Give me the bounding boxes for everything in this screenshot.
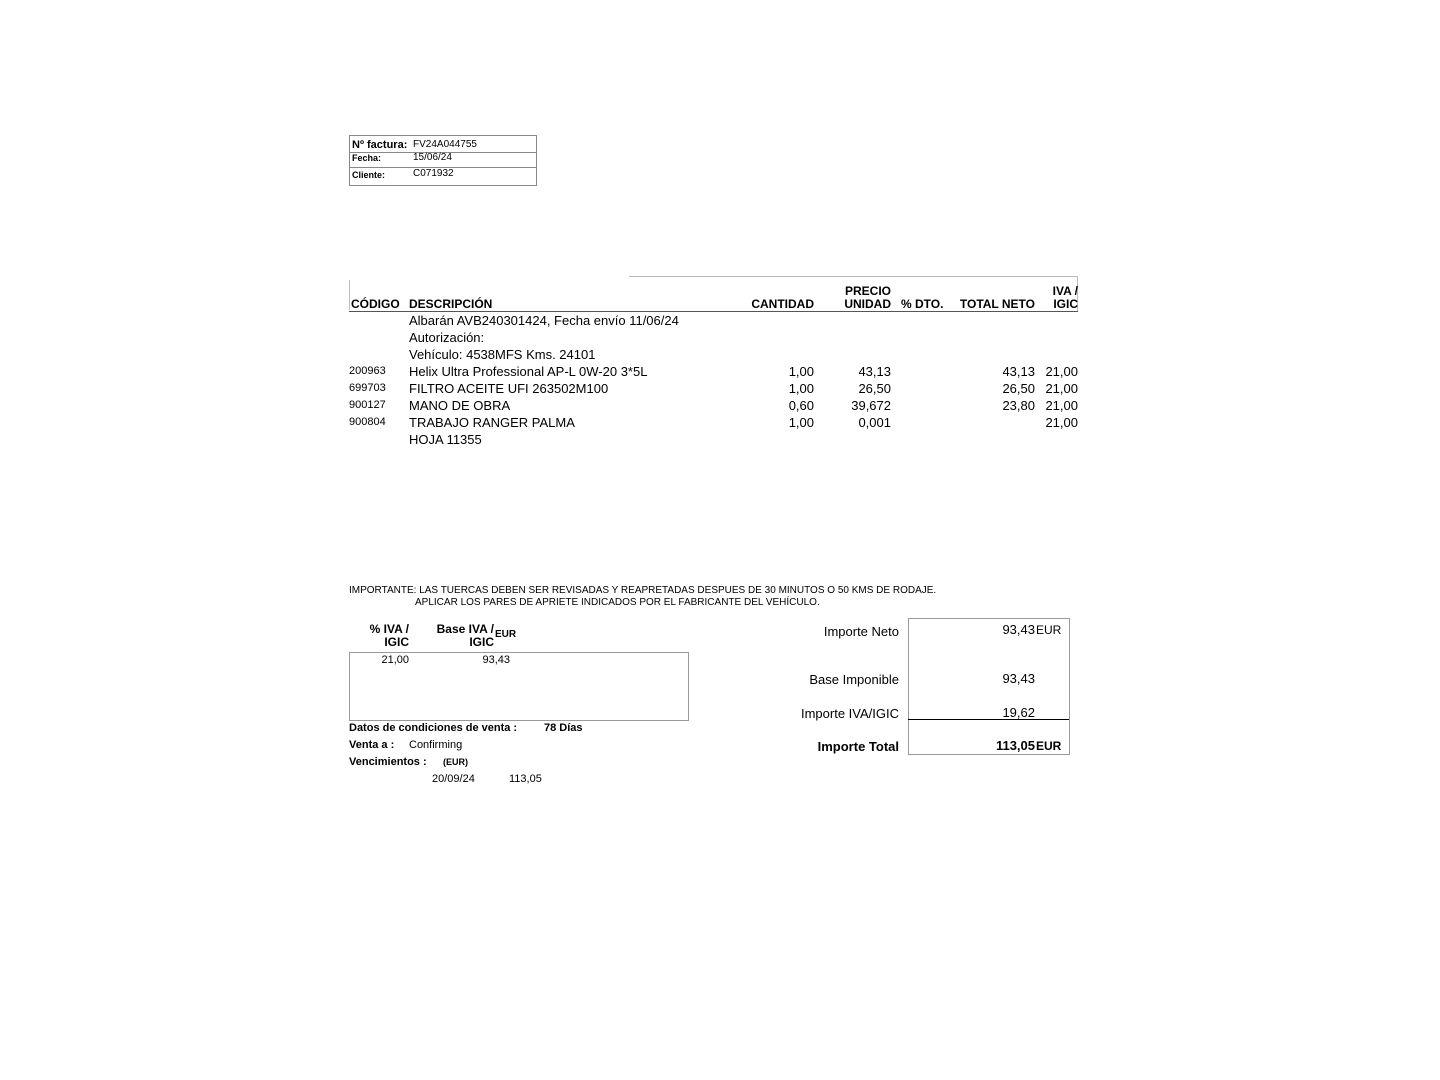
totals-box xyxy=(908,618,1070,755)
header-vat-line1: IVA / xyxy=(1052,284,1078,298)
invoice-number-row xyxy=(350,136,536,153)
net-amount-label: Importe Neto xyxy=(823,624,899,639)
row-quantity: 0,60 xyxy=(788,398,814,413)
total-amount-value: 113,05 xyxy=(995,738,1035,753)
invoice-date-value: 15/06/24 xyxy=(413,152,452,163)
row-description: Helix Ultra Professional AP-L 0W-20 3*5L xyxy=(409,364,648,379)
vat-amount-label: Importe IVA/IGIC xyxy=(800,706,899,721)
row-description: FILTRO ACEITE UFI 263502M100 xyxy=(409,381,609,396)
vat-base-value: 93,43 xyxy=(482,654,510,666)
note-line: Vehículo: 4538MFS Kms. 24101 xyxy=(409,347,596,362)
header-vat-line2: IGIC xyxy=(1053,297,1078,311)
header-code: CÓDIGO xyxy=(351,297,400,311)
invoice-date-row xyxy=(350,152,536,168)
row-unit-price: 43,13 xyxy=(858,364,891,379)
net-amount-currency: EUR xyxy=(1036,623,1062,637)
row-vat: 21,00 xyxy=(1045,398,1078,413)
note-line: Autorización: xyxy=(409,330,485,345)
header-top-rule xyxy=(629,276,1077,277)
extra-line: HOJA 11355 xyxy=(409,432,482,447)
notice-line2: APLICAR LOS PARES DE APRIETE INDICADOS POR EL FABRICANTE DEL VEHÍCULO. xyxy=(415,597,820,608)
conditions-value: 78 Días xyxy=(544,722,583,734)
sale-to-label: Venta a : xyxy=(349,739,395,751)
row-net-total: 26,50 xyxy=(1002,381,1035,396)
invoice-client-label: Cliente: xyxy=(352,170,386,180)
row-code: 900127 xyxy=(349,399,386,411)
invoice-client-row xyxy=(350,167,536,185)
vat-base-header-line2: IGIC xyxy=(469,635,494,649)
due-date: 20/09/24 xyxy=(432,773,475,785)
header-net-total: TOTAL NETO xyxy=(959,297,1035,311)
invoice-info-box xyxy=(349,135,537,186)
due-amount: 113,05 xyxy=(509,773,542,785)
row-vat: 21,00 xyxy=(1045,364,1078,379)
notice-line1: IMPORTANTE: LAS TUERCAS DEBEN SER REVISADAS Y REAPRETADAS DESPUES DE 30 MINUTOS O 50 KMS DE RODAJE. xyxy=(349,585,937,596)
header-unit-price-line1: PRECIO xyxy=(844,284,891,298)
vat-base-header-line1: Base IVA / xyxy=(436,622,494,636)
vat-rate-value: 21,00 xyxy=(381,654,409,666)
row-quantity: 1,00 xyxy=(788,415,814,430)
row-code: 699703 xyxy=(349,382,386,394)
row-quantity: 1,00 xyxy=(788,381,814,396)
invoice-number-label: Nº factura: xyxy=(352,139,408,151)
row-unit-price: 0,001 xyxy=(858,415,891,430)
row-net-total: 23,80 xyxy=(1002,398,1035,413)
net-amount-value: 93,43 xyxy=(1002,622,1035,637)
sale-to-value: Confirming xyxy=(409,739,463,751)
header-left-border xyxy=(349,280,350,310)
total-amount-label: Importe Total xyxy=(817,739,899,754)
row-vat: 21,00 xyxy=(1045,381,1078,396)
note-line: Albarán AVB240301424, Fecha envío 11/06/24 xyxy=(409,313,679,328)
row-vat: 21,00 xyxy=(1045,415,1078,430)
row-code: 900804 xyxy=(349,416,386,428)
taxable-base-value: 93,43 xyxy=(1002,671,1035,686)
row-description: TRABAJO RANGER PALMA xyxy=(409,415,575,430)
vat-rate-header-line1: % IVA / xyxy=(369,622,409,636)
header-unit-price-line2: UNIDAD xyxy=(844,297,891,311)
vat-currency: EUR xyxy=(495,629,517,640)
header-discount: % DTO. xyxy=(901,297,944,311)
due-dates-label: Vencimientos : xyxy=(349,756,427,768)
row-unit-price: 26,50 xyxy=(858,381,891,396)
vat-amount-value: 19,62 xyxy=(1002,705,1035,720)
top-mark xyxy=(424,0,434,5)
invoice-client-value: C071932 xyxy=(413,168,454,179)
vat-rate-header-line2: IGIC xyxy=(384,635,409,649)
invoice-date-label: Fecha: xyxy=(352,153,382,163)
row-code: 200963 xyxy=(349,365,386,377)
row-quantity: 1,00 xyxy=(788,364,814,379)
conditions-label: Datos de condiciones de venta : xyxy=(349,722,518,734)
header-bottom-rule xyxy=(349,311,1078,312)
taxable-base-label: Base Imponible xyxy=(809,672,899,687)
header-quantity: CANTIDAD xyxy=(751,297,814,311)
invoice-number-value: FV24A044755 xyxy=(413,139,477,150)
due-dates-currency: (EUR) xyxy=(443,757,468,767)
header-description: DESCRIPCIÓN xyxy=(409,297,493,311)
row-unit-price: 39,672 xyxy=(851,398,891,413)
row-description: MANO DE OBRA xyxy=(409,398,511,413)
row-net-total: 43,13 xyxy=(1002,364,1035,379)
total-amount-currency: EUR xyxy=(1036,739,1062,753)
